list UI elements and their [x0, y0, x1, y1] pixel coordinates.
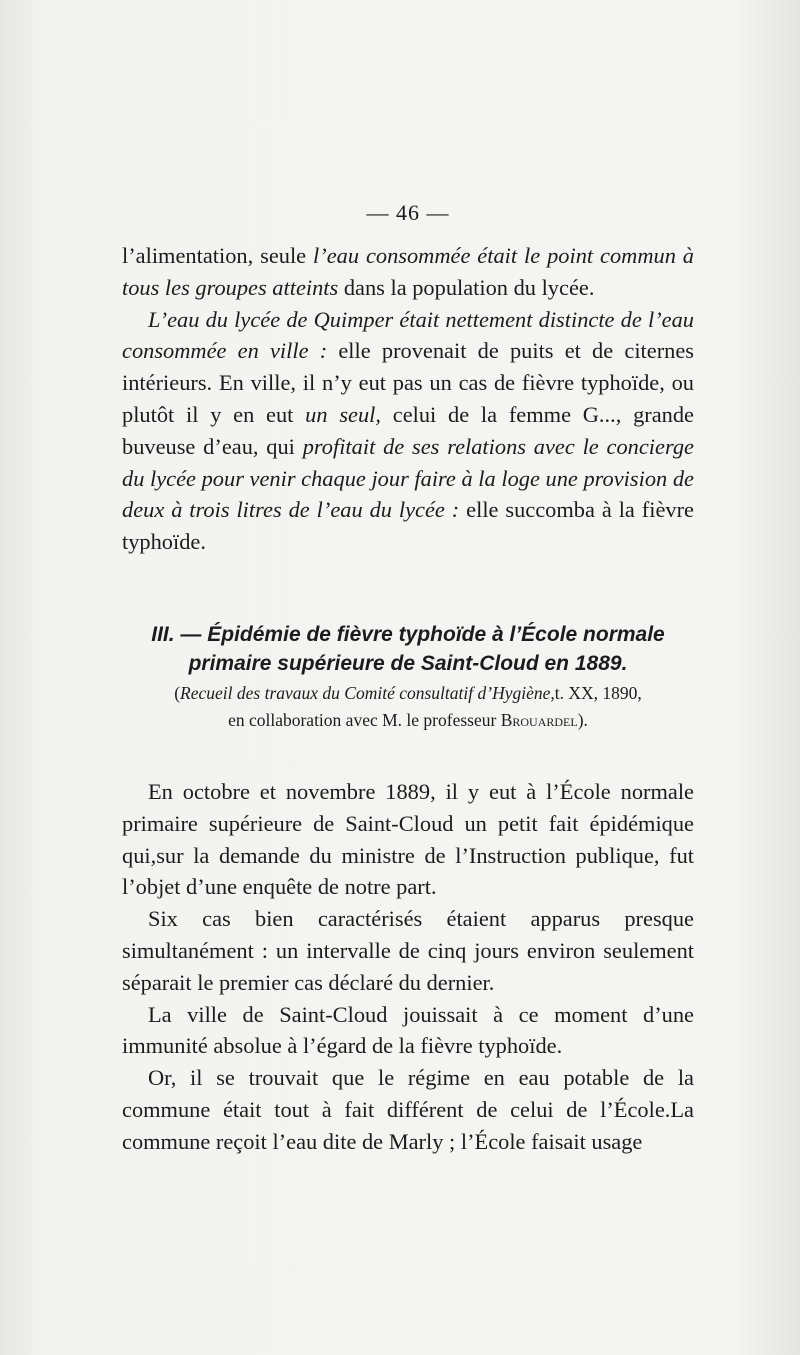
- citation-line1: [122, 680, 694, 707]
- citation-author: Brouardel: [500, 709, 578, 730]
- paragraph-saint-cloud-intro: En octobre et novembre 1889, il y eut à l’École normale primaire supérieure de Saint-Cloud un petit fait épidémique qui,sur la demande du ministre de l’Instruction publique, fut l’objet d’une enquête de notre part.: [122, 778, 694, 900]
- citation-volume: t. XX, 1890,: [554, 682, 642, 703]
- text-run: elle provenait de puits et de citernes intérieurs. En ville, il n’y eut pas un cas de fièvre typhoïde, ou plutôt il y en eut: [122, 338, 694, 427]
- text-run: l’alimentation, seule: [122, 243, 314, 268]
- paragraph-six-cases: Six cas bien caractérisés étaient apparus presque simultanément : un intervalle de cinq jours environ seulement séparait le premier cas déclaré du dernier.: [122, 906, 694, 995]
- text-run: celui de la femme G..., grande buveuse d’eau, qui: [122, 401, 694, 459]
- paragraph-continued: [122, 240, 694, 304]
- paragraph-water-regime: Or, il se trouvait que le régime en eau potable de la commune était tout à fait différent de celui de l’École.La commune reçoit l’eau dite de Marly ; l’École faisait usage: [122, 1065, 694, 1154]
- text-run: dans la population du lycée.: [338, 274, 595, 300]
- paragraph-quimper: [122, 304, 694, 558]
- citation-paren: (: [174, 682, 181, 703]
- page-number: — 46 —: [366, 200, 450, 225]
- citation-collab: en collaboration avec M. le professeur: [228, 709, 501, 730]
- text-run: elle succomba à la fièvre typhoïde.: [122, 497, 694, 555]
- citation-close: ).: [577, 709, 588, 730]
- section-heading: [122, 620, 694, 678]
- italic-run: l’eau consommée était le point commun à tous les groupes atteints: [122, 243, 694, 300]
- citation-line2: [122, 707, 694, 734]
- citation: [122, 680, 694, 734]
- paragraph-immunity: La ville de Saint-Cloud jouissait à ce moment d’une immunité absolue à l’égard de la fièvre typhoïde.: [122, 1001, 694, 1059]
- italic-run: L’eau du lycée de Quimper était nettement distincte de l’eau consommée en ville :: [122, 306, 694, 364]
- italic-run: un seul,: [305, 401, 381, 427]
- section-heading-line2: primaire supérieure de Saint-Cloud en 1889.: [188, 651, 628, 675]
- citation-source: Recueil des travaux du Comité consultatif d’Hygiène,: [180, 682, 555, 703]
- section-heading-line1: III. — Épidémie de fièvre typhoïde à l’École normale: [151, 622, 665, 646]
- italic-run: profitait de ses relations avec le concierge du lycée pour venir chaque jour faire à la loge une provision de deux à trois litres de l’eau du lycée :: [122, 433, 694, 523]
- page-content: [122, 200, 694, 1158]
